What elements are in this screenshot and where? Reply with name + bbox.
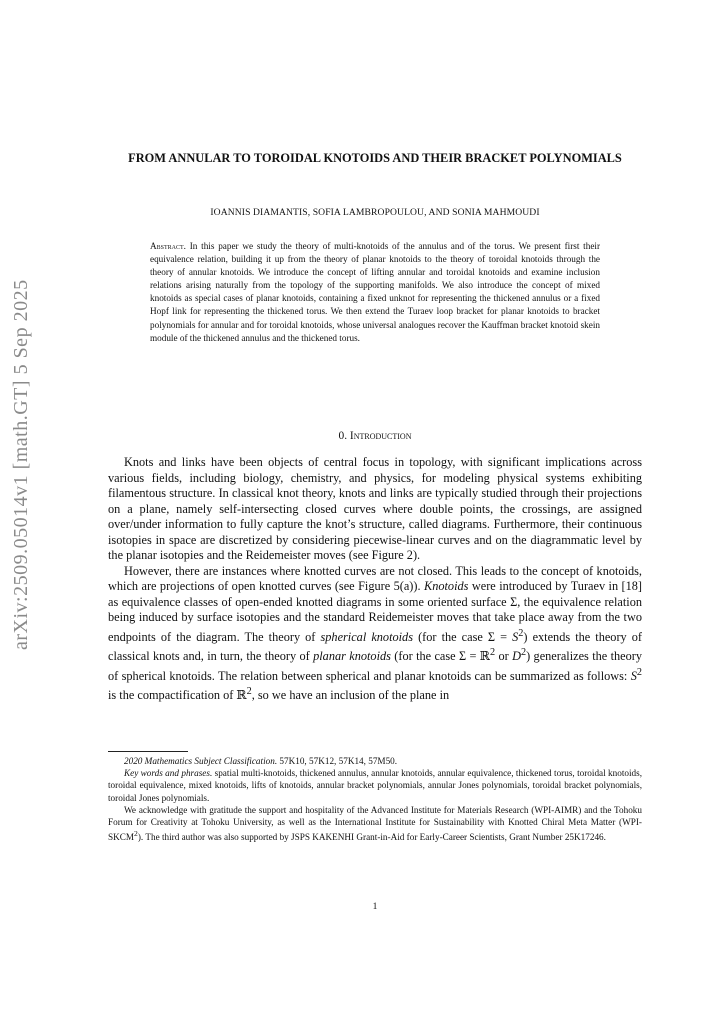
author-list: IOANNIS DIAMANTIS, SOFIA LAMBROPOULOU, AND SONIA MAHMOUDI bbox=[210, 207, 540, 218]
footnote-keywords bbox=[108, 767, 642, 804]
paragraph-1: Knots and links have been objects of central focus in topology, with significant implications across various fields, including biology, chemistry, and physics, for modeling physical systems exhibiting filamentous structure. In classical knot theory, knots and links are typically studied through their projections on a plane, namely self-intersecting closed curves where double points, the crossings, are assigned over/under information to fully capture the knot’s structure, called diagrams. Furthermore, their continuous isotopies in space are discretized by considering piecewise-linear curves and on the diagrammatic level by the planar isotopies and the Reidemeister moves (see Figure 2). bbox=[108, 455, 642, 562]
msc-codes: 57K10, 57K12, 57K14, 57M50. bbox=[279, 756, 398, 766]
abstract-label: Abstract. bbox=[150, 241, 186, 251]
body-text bbox=[108, 455, 642, 704]
text-run: is the compactification of ℝ bbox=[108, 688, 247, 703]
term-planar-knotoids: planar knotoids bbox=[313, 649, 391, 664]
text-run: We acknowledge with gratitude the support and hospitality of the Advanced Institute for Materials Research (WPI-AIMR) and the Tohoku Forum for Creativity at Tohoku University, as well as the International Institute for Sustainability with Knotted Chiral Meta Matter (WPI-SKCM bbox=[108, 804, 642, 843]
paragraph-2: However, there are instances where knotted curves are not closed. This leads to the concept of knotoids, which are projections of open knotted curves (see Figure 5(a)). Knotoids were introduced by Turaev in [18] as equivalence classes of open-ended knotted diagrams in some oriented surface Σ, the equivalence relation being induced by surface isotopies and the standard Reidemeister moves that take place away from the two endpoints of the diagram. The theory of spherical knotoids (for the case $\Sigma = S^2$) extends the theory of classical knots and, in turn, the theory of planar knotoids (for the case Σ = ℝ$^2$ or $D^2$) generalizes the theory of spherical knotoids. The relation between spherical and planar knotoids can be summarized as follows: $S^2$ is the compactification of ℝ$^2$, so we have an inclusion of the plane in bbox=[108, 563, 643, 703]
text-run: , so we have an inclusion of the plane in bbox=[251, 688, 450, 703]
arxiv-identifier: arXiv:2509.05014v1 [math.GT] 5 Sep 2025 bbox=[10, 279, 32, 650]
paper-title: FROM ANNULAR TO TOROIDAL KNOTOIDS AND THEIR BRACKET POLYNOMIALS bbox=[128, 151, 622, 165]
text-run: ) generalizes the theory of spherical knotoids. The relation between spherical and planar knotoids can be summarized as follows: bbox=[108, 649, 642, 683]
term-knotoids: Knotoids bbox=[424, 579, 469, 593]
footnote-acknowledgement: We acknowledge with gratitude the support and hospitality of the Advanced Institute for Materials Research (WPI-AIMR) and the Tohoku Forum for Creativity at Tohoku University, as well as the International Institute for Sustainability with Knotted Chiral Meta Matter (WPI-SKCM$^2$). The third author was also supported by JSPS KAKENHI Grant-in-Aid for Early-Career Scientists, Grant Number 25K17246. bbox=[108, 804, 642, 843]
text-run: ) extends the theory of classical knots and, in turn, the theory of bbox=[108, 629, 643, 664]
section-title: Introduction bbox=[349, 430, 412, 442]
footnote-rule bbox=[108, 751, 188, 752]
abstract bbox=[150, 240, 600, 345]
keywords-label: Key words and phrases. bbox=[124, 768, 213, 779]
section-number: 0. bbox=[338, 430, 348, 442]
page-number: 1 bbox=[372, 902, 378, 912]
footnotes bbox=[108, 755, 642, 843]
term-spherical-knotoids: spherical knotoids bbox=[320, 629, 413, 644]
msc-label: 2020 Mathematics Subject Classification. bbox=[124, 756, 278, 766]
keywords-text: spatial multi-knotoids, thickened annulus, annular knotoids, annular equivalence, thickened torus, toroidal knotoids, toroidal equivalence, mixed knotoids, lifts of knotoids, annular bracket polynomials, annular Jones polynomials, toroidal bracket polynomials, toroidal Jones polynomials. bbox=[108, 768, 642, 803]
text-run: or bbox=[495, 649, 513, 664]
section-heading bbox=[108, 430, 642, 442]
text-run: However, there are instances where knotted curves are not closed. This leads to the concept of knotoids, which are projections of open knotted curves (see Figure 5(a)). bbox=[108, 563, 642, 593]
footnote-msc bbox=[108, 755, 642, 767]
abstract-text: In this paper we study the theory of multi-knotoids of the annulus and of the torus. We present first their equivalence relation, building it up from the theory of planar knotoids to the theory of toroidal knotoids through the theory of annular knotoids. We introduce the concept of lifting annular and toroidal knotoids and examine inclusion relations arising naturally from the topology of the supporting manifolds. We also introduce the concept of mixed knotoids as special cases of planar knotoids, containing a fixed unknot for representing the thickened annulus or a fixed Hopf link for representing the thickened torus. We then extend the Turaev loop bracket for planar knotoids to bracket polynomials for annular and for toroidal knotoids, whose universal analogues recover the Kauffman bracket knotoid skein module of the thickened annulus and the thickened torus. bbox=[150, 241, 601, 343]
text-run: ). The third author was also supported by JSPS KAKENHI Grant-in-Aid for Early-Career Scientists, Grant Number 25K17246. bbox=[137, 832, 606, 843]
text-run: were introduced by Turaev in [18] as equivalence classes of open-ended knotted diagrams in some oriented surface Σ, the equivalence relation being induced by surface isotopies and the standard Reidemeister moves that take place away from the two endpoints of the diagram. The theory of bbox=[108, 579, 643, 644]
text-run: (for the case Σ = bbox=[413, 629, 513, 644]
text-run: (for the case Σ = ℝ bbox=[390, 649, 490, 664]
